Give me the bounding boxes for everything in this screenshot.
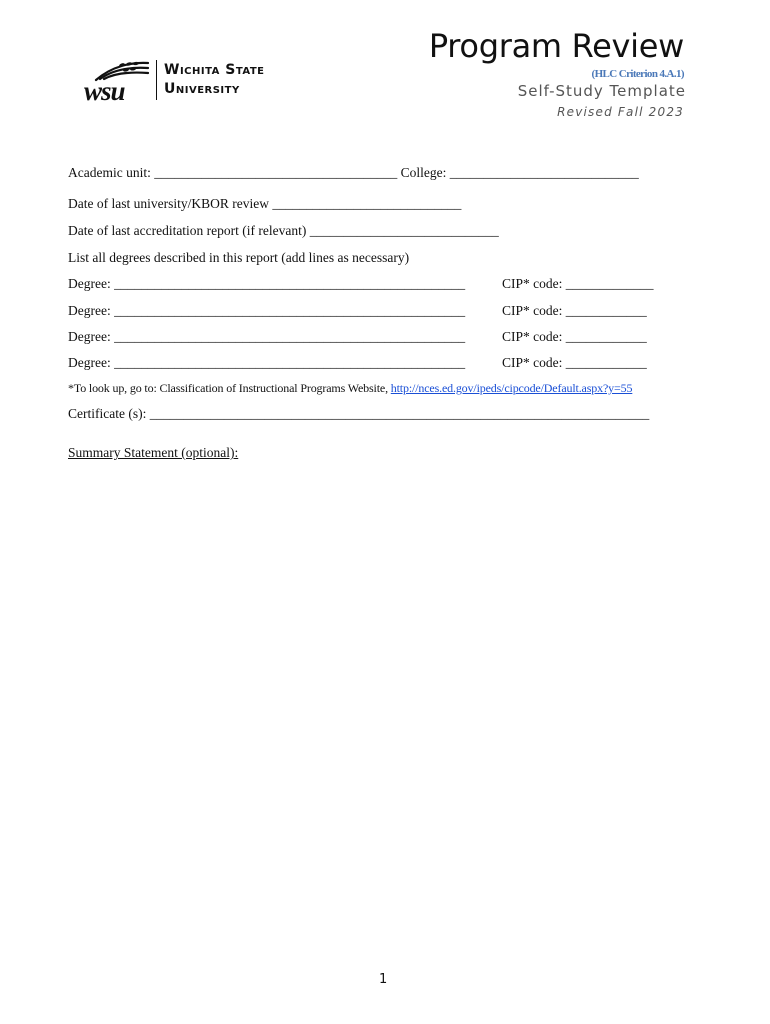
criterion-label: (HLC Criterion 4.A.1) [591, 68, 684, 80]
cip-lookup-note [68, 381, 632, 396]
document-subtitle: Self-Study Template [517, 82, 686, 100]
cip-lookup-text: *To look up, go to: Classification of Instructional Programs Website, [68, 381, 391, 395]
degrees-intro: List all degrees described in this report (add lines as necessary) [68, 250, 410, 265]
wsu-wheat-mark-icon [82, 58, 154, 104]
cip-lookup-link[interactable]: http://nces.ed.gov/ipeds/cipcode/Default.aspx?y=55 [390, 381, 633, 395]
logo-line-1: Wichita State [164, 62, 265, 78]
cip-code-field: CIP* code: ____________ [502, 329, 647, 344]
wsu-logo [82, 58, 282, 104]
logo-wordmark [164, 61, 265, 99]
degree-field: Degree: ____________________________________________________ [68, 303, 466, 318]
accreditation-field: Date of last accreditation report (if relevant) ____________________________ [68, 223, 499, 238]
logo-line-2: University [164, 81, 240, 97]
last-review-field: Date of last university/KBOR review ____________________________ [68, 196, 462, 211]
summary-statement-label: Summary Statement (optional): [68, 445, 239, 460]
cip-code-field: CIP* code: ____________ [502, 303, 647, 318]
academic-unit-field: Academic unit: ____________________________________ College: ____________________________ [68, 165, 639, 180]
cip-code-field: CIP* code: ____________ [502, 355, 647, 370]
degree-field: Degree: ____________________________________________________ [68, 355, 466, 370]
logo-divider [156, 60, 157, 100]
certificate-field: Certificate (s): __________________________________________________________________________ [68, 406, 650, 421]
degree-field: Degree: ____________________________________________________ [68, 276, 466, 291]
revision-label: Revised Fall 2023 [557, 105, 684, 119]
svg-text:wsu: wsu [84, 76, 125, 104]
page-number: 1 [379, 972, 388, 987]
document-title: Program Review [428, 27, 684, 65]
cip-code-field: CIP* code: _____________ [502, 276, 654, 291]
degree-field: Degree: ____________________________________________________ [68, 329, 466, 344]
